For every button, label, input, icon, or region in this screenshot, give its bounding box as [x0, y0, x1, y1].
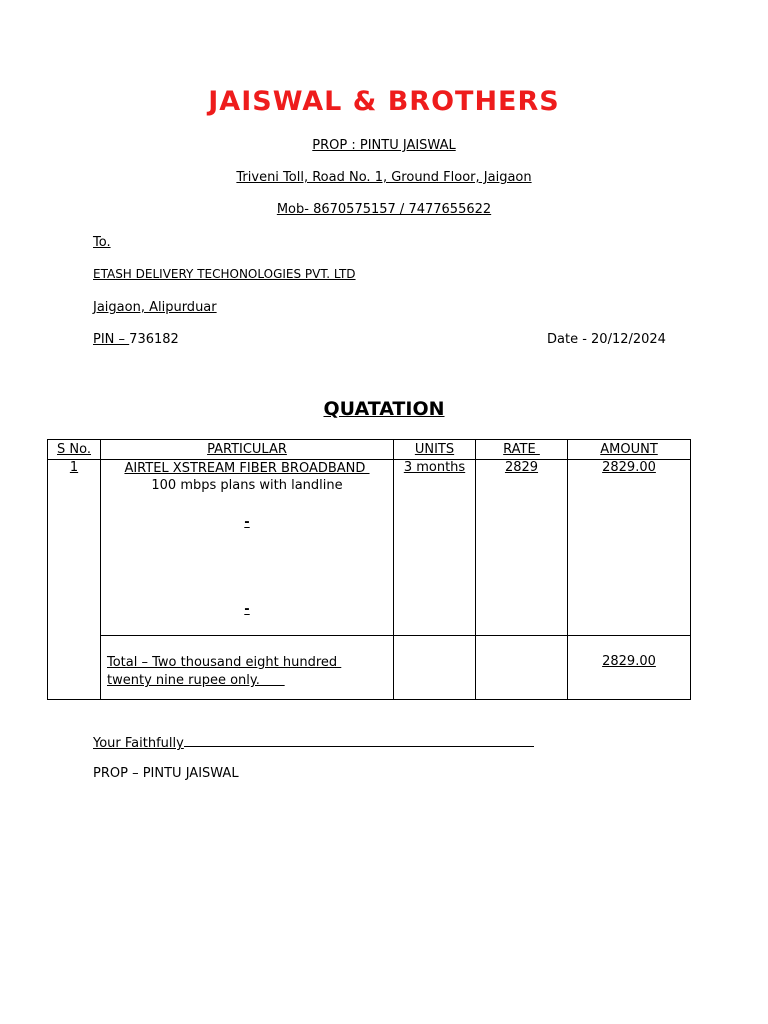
header-amount: AMOUNT	[568, 440, 691, 460]
pin-label: PIN –	[93, 332, 130, 347]
header-units: UNITS	[394, 440, 476, 460]
header-sno: S No.	[48, 440, 101, 460]
particular-dash-1: -	[244, 515, 250, 530]
row-particular	[101, 460, 394, 636]
row-amount: 2829.00	[568, 460, 691, 636]
header-particular: PARTICULAR	[101, 440, 394, 460]
document-title: QUATATION	[323, 398, 445, 420]
signature-line	[184, 734, 534, 747]
particular-line-2: 100 mbps plans with landline	[151, 478, 343, 493]
mobile-line: Mob- 8670575157 / 7477655622	[276, 202, 492, 217]
closing-text: Your Faithfully	[93, 736, 184, 751]
address-line: Triveni Toll, Road No. 1, Ground Floor, Jaigaon	[236, 170, 532, 185]
total-amount: 2829.00	[568, 636, 691, 700]
recipient-location: Jaigaon, Alipurduar	[93, 300, 217, 315]
pin-line	[93, 332, 179, 347]
total-rate-empty	[476, 636, 568, 700]
total-text: Total – Two thousand eight hundred twenty nine rupee only.	[101, 636, 394, 700]
proprietor-line: PROP : PINTU JAISWAL	[312, 138, 456, 153]
closing-line	[93, 734, 534, 751]
particular-dash-2: -	[244, 602, 250, 617]
total-row	[48, 636, 691, 700]
quotation-table	[47, 439, 691, 700]
particular-line-1: AIRTEL XSTREAM FIBER BROADBAND	[124, 461, 370, 476]
total-units-empty	[394, 636, 476, 700]
signatory: PROP – PINTU JAISWAL	[93, 766, 239, 781]
row-rate: 2829	[476, 460, 568, 636]
row-units: 3 months	[394, 460, 476, 636]
date: Date - 20/12/2024	[547, 332, 666, 347]
to-label: To.	[93, 235, 111, 250]
recipient-company: ETASH DELIVERY TECHONOLOGIES PVT. LTD	[93, 267, 356, 281]
table-row	[48, 460, 691, 636]
header-rate: RATE	[476, 440, 568, 460]
pin-value: 736182	[129, 332, 179, 347]
table-header-row	[48, 440, 691, 460]
row-sno: 1	[48, 460, 101, 700]
firm-name: JAISWAL & BROTHERS	[208, 86, 560, 117]
